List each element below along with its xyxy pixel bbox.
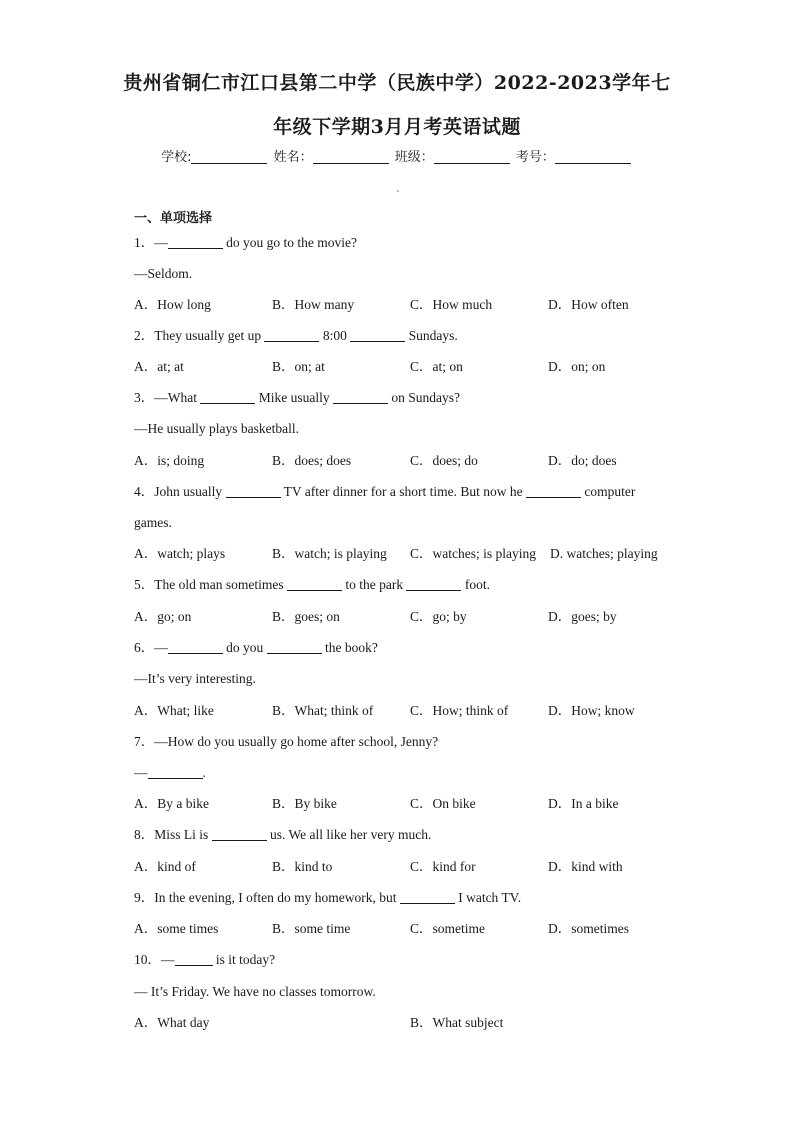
- class-label: 班级：: [394, 150, 434, 165]
- q5-option-c[interactable]: C．go; by: [410, 609, 467, 624]
- question-4-continued: games.: [134, 515, 172, 530]
- answer-blank: [400, 891, 455, 904]
- answer-blank: [333, 391, 388, 404]
- q3-option-c[interactable]: C．does; do: [410, 453, 478, 468]
- answer-blank: [175, 953, 213, 966]
- question-7: 7．—How do you usually go home after school, Jenny?: [134, 734, 439, 749]
- question-7-reply: — .: [134, 765, 206, 780]
- answer-blank: [350, 329, 405, 342]
- q7-option-d[interactable]: D．In a bike: [548, 796, 619, 811]
- q3-option-d[interactable]: D．do; does: [548, 453, 617, 468]
- q6-option-b[interactable]: B．What; think of: [272, 703, 374, 718]
- question-6-reply: —It’s very interesting.: [134, 671, 256, 686]
- q7-option-a[interactable]: A．By a bike: [134, 796, 209, 811]
- question-8: 8．Miss Li is us. We all like her very much.: [134, 827, 432, 842]
- q8-option-a[interactable]: A．kind of: [134, 859, 196, 874]
- school-blank: [191, 150, 267, 164]
- q2-option-b[interactable]: B．on; at: [272, 359, 325, 374]
- exam-title-line1: 贵州省铜仁市江口县第二中学（民族中学）2022-2023学年七: [123, 72, 671, 94]
- name-blank: [313, 150, 389, 164]
- q7-option-c[interactable]: C．On bike: [410, 796, 476, 811]
- number-label: 考号：: [515, 150, 555, 165]
- q3-option-b[interactable]: B．does; does: [272, 453, 352, 468]
- class-blank: [434, 150, 510, 164]
- q2-option-c[interactable]: C．at; on: [410, 359, 463, 374]
- answer-blank: [267, 641, 322, 654]
- q1-option-a[interactable]: A．How long: [134, 297, 211, 312]
- question-3-reply: —He usually plays basketball.: [134, 421, 299, 436]
- q8-option-d[interactable]: D．kind with: [548, 859, 623, 874]
- student-info-row: [0, 146, 794, 165]
- q5-option-d[interactable]: D．goes; by: [548, 609, 617, 624]
- answer-blank: [212, 828, 267, 841]
- question-5: 5．The old man sometimes to the park foot.: [134, 577, 490, 592]
- name-label: 姓名：: [273, 150, 313, 165]
- scan-dot: [397, 190, 399, 192]
- q6-option-d[interactable]: D．How; know: [548, 703, 635, 718]
- q4-option-b[interactable]: B．watch; is playing: [272, 546, 387, 561]
- q8-option-b[interactable]: B．kind to: [272, 859, 333, 874]
- question-1-reply: —Seldom.: [134, 266, 193, 281]
- question-10: 10．— is it today?: [134, 952, 276, 967]
- number-blank: [555, 150, 631, 164]
- q1-option-b[interactable]: B．How many: [272, 297, 355, 312]
- answer-blank: [287, 578, 342, 591]
- q4-option-c[interactable]: C．watches; is playing: [410, 546, 536, 561]
- question-10-reply: — It’s Friday. We have no classes tomorrow.: [134, 984, 376, 999]
- answer-blank: [526, 485, 581, 498]
- q1-option-c[interactable]: C．How much: [410, 297, 493, 312]
- question-6: 6．— do you the book?: [134, 640, 378, 655]
- answer-blank: [168, 236, 223, 249]
- q10-option-a[interactable]: A．What day: [134, 1015, 210, 1030]
- q7-option-b[interactable]: B．By bike: [272, 796, 337, 811]
- q8-option-c[interactable]: C．kind for: [410, 859, 476, 874]
- school-label: 学校:: [161, 150, 192, 165]
- q6-option-c[interactable]: C．How; think of: [410, 703, 509, 718]
- question-3: 3．—What Mike usually on Sundays?: [134, 390, 460, 405]
- answer-blank: [168, 641, 223, 654]
- question-4: 4．John usually TV after dinner for a short time. But now he computer: [134, 484, 636, 499]
- q2-option-d[interactable]: D．on; on: [548, 359, 606, 374]
- answer-blank: [200, 391, 255, 404]
- question-2: 2．They usually get up 8:00 Sundays.: [134, 328, 458, 343]
- q9-option-b[interactable]: B．some time: [272, 921, 351, 936]
- section-title: 一、单项选择: [134, 211, 213, 226]
- q4-option-d[interactable]: D. watches; playing: [550, 546, 658, 561]
- question-1: 1．— do you go to the movie?: [134, 235, 357, 250]
- q9-option-c[interactable]: C．sometime: [410, 921, 485, 936]
- answer-blank: [264, 329, 319, 342]
- q5-option-a[interactable]: A．go; on: [134, 609, 192, 624]
- q5-option-b[interactable]: B．goes; on: [272, 609, 340, 624]
- q4-option-a[interactable]: A．watch; plays: [134, 546, 226, 561]
- q2-option-a[interactable]: A．at; at: [134, 359, 184, 374]
- q1-option-d[interactable]: D．How often: [548, 297, 629, 312]
- answer-blank: [406, 578, 461, 591]
- q10-option-b[interactable]: B．What subject: [410, 1015, 504, 1030]
- exam-title-line2: 年级下学期3月月考英语试题: [273, 116, 521, 138]
- answer-blank: [226, 485, 281, 498]
- q9-option-d[interactable]: D．sometimes: [548, 921, 629, 936]
- answer-blank: [148, 766, 203, 779]
- q9-option-a[interactable]: A．some times: [134, 921, 219, 936]
- q6-option-a[interactable]: A．What; like: [134, 703, 214, 718]
- question-9: 9．In the evening, I often do my homework, but I watch TV.: [134, 890, 522, 905]
- q3-option-a[interactable]: A．is; doing: [134, 453, 205, 468]
